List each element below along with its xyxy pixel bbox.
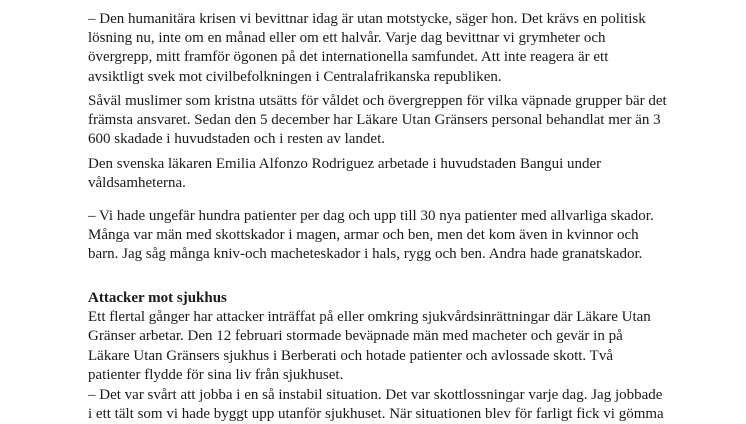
text-line: – Den humanitära krisen vi bevittnar idag är utan motstycke, säger hon. Det krävs en politisk bbox=[88, 11, 646, 27]
text-line: Såväl muslimer som kristna utsätts för våldet och övergreppen för vilka väpnade grupper bär det bbox=[88, 93, 667, 109]
text-line: Den svenska läkaren Emilia Alfonzo Rodriguez arbetade i huvudstaden Bangui under bbox=[88, 156, 602, 172]
text-line: avsiktligt svek mot civilbefolkningen i Centralafrikanska republiken. bbox=[88, 68, 502, 85]
text-line: 600 skadade i huvudstaden och i resten av landet. bbox=[88, 131, 385, 148]
section-heading: Attacker mot sjukhus bbox=[88, 290, 227, 306]
text-line: främsta ansvaret. Sedan den 5 december har Läkare Utan Gränsers personal behandlat mer än 3 bbox=[88, 112, 661, 129]
quote-paragraph-patients bbox=[88, 207, 688, 265]
text-line: Många var män med skottskador i magen, armar och ben, men det kom även in kvinnor och bbox=[88, 227, 639, 244]
text-line: patienter flydde för sina liv från sjukhuset. bbox=[88, 366, 344, 383]
text-line: – Vi hade ungefär hundra patienter per dag och upp till 30 nya patienter med allvarliga skador. bbox=[88, 208, 654, 224]
paragraph-swedish-doctor bbox=[88, 155, 688, 193]
text-line: – Det var svårt att jobba i en så instabil situation. Det var skottlossningar varje dag. Jag jobbade bbox=[88, 387, 663, 403]
quote-paragraph-humanitarian-crisis bbox=[88, 10, 688, 87]
text-line: övergrepp, mitt framför ögonen på det internationella samfundet. Att inte reagera är ett bbox=[88, 49, 609, 66]
text-line: Ett flertal gånger har attacker inträffat på eller omkring sjukvårdsinrättningar där Läkare Utan bbox=[88, 309, 651, 326]
section-attacks-on-hospitals bbox=[88, 289, 688, 385]
text-line: Gränser arbetar. Den 12 februari stormade beväpnade män med macheter och gevär in på bbox=[88, 328, 623, 345]
text-line: i ett tält som vi hade byggt upp utanför sjukhuset. När situationen blev för farligt fick vi gömma bbox=[88, 406, 664, 423]
paragraph-muslims-christians bbox=[88, 92, 688, 150]
text-line: lösning nu, inte om en månad eller om ett halvår. Varje dag bevittnar vi grymheter och bbox=[88, 30, 606, 47]
text-line: våldsamheterna. bbox=[88, 175, 186, 192]
text-line: barn. Jag såg många kniv-och macheteskador i hals, rygg och ben. Andra hade granatskador. bbox=[88, 246, 643, 263]
text-line: Läkare Utan Gränsers sjukhus i Berberati och hotade patienter och avlossade skott. Två bbox=[88, 347, 613, 364]
quote-paragraph-unstable-situation bbox=[88, 386, 688, 424]
